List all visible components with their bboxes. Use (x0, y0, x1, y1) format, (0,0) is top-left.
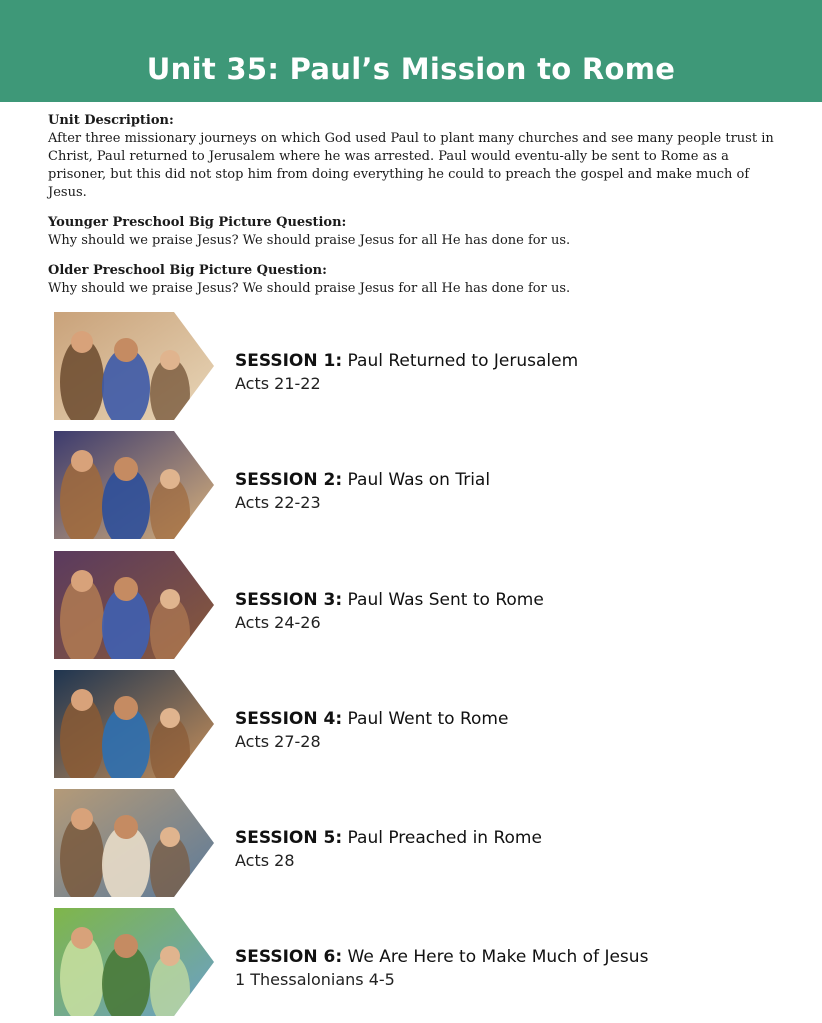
session-illustration (54, 789, 214, 897)
session-number: SESSION 1: (235, 351, 343, 371)
session-illustration (54, 431, 214, 539)
session-title: Paul Preached in Rome (347, 828, 542, 848)
session-item (54, 312, 774, 420)
session-illustration (54, 312, 214, 420)
session-heading (235, 708, 508, 730)
session-illustration (54, 551, 214, 659)
session-heading (235, 469, 490, 491)
older-question-label: Older Preschool Big Picture Question: (48, 263, 327, 278)
session-reference: Acts 21-22 (235, 374, 321, 393)
session-reference: Acts 24-26 (235, 613, 321, 632)
session-heading (235, 589, 544, 611)
session-title: Paul Was Sent to Rome (347, 590, 544, 610)
younger-question-label: Younger Preschool Big Picture Question: (48, 215, 347, 230)
session-title: We Are Here to Make Much of Jesus (347, 947, 649, 967)
session-reference: Acts 27-28 (235, 732, 321, 751)
session-heading (235, 827, 542, 849)
session-title: Paul Returned to Jerusalem (347, 351, 579, 371)
session-illustration (54, 908, 214, 1016)
session-heading (235, 350, 578, 372)
header-banner (0, 0, 822, 102)
unit-description-block (48, 112, 778, 298)
session-number: SESSION 3: (235, 590, 343, 610)
session-number: SESSION 6: (235, 947, 343, 967)
session-item (54, 670, 774, 778)
session-title: Paul Went to Rome (347, 709, 509, 729)
unit-description-label: Unit Description: (48, 113, 174, 128)
session-title: Paul Was on Trial (347, 470, 491, 490)
session-heading (235, 946, 648, 968)
session-reference: Acts 22-23 (235, 493, 321, 512)
session-item (54, 908, 774, 1016)
session-reference: Acts 28 (235, 851, 295, 870)
session-item (54, 789, 774, 897)
session-number: SESSION 2: (235, 470, 343, 490)
session-number: SESSION 5: (235, 828, 343, 848)
younger-question-text: Why should we praise Jesus? We should praise Jesus for all He has done for us. (48, 233, 571, 248)
session-number: SESSION 4: (235, 709, 343, 729)
page-title: Unit 35: Paul’s Mission to Rome (146, 52, 676, 86)
session-illustration (54, 670, 214, 778)
unit-description-text: After three missionary journeys on which God used Paul to plant many churches and see many people trust in Christ, Paul returned to Jerusalem where he was arrested. Paul would eventu-ally be sent to Rome as a prisoner, but this did not stop him from doing everything he could to preach the gospel and make much of Jesus. (48, 131, 774, 200)
session-item (54, 431, 774, 539)
session-reference: 1 Thessalonians 4-5 (235, 970, 395, 989)
older-question-text: Why should we praise Jesus? We should praise Jesus for all He has done for us. (48, 281, 571, 296)
session-item (54, 551, 774, 659)
